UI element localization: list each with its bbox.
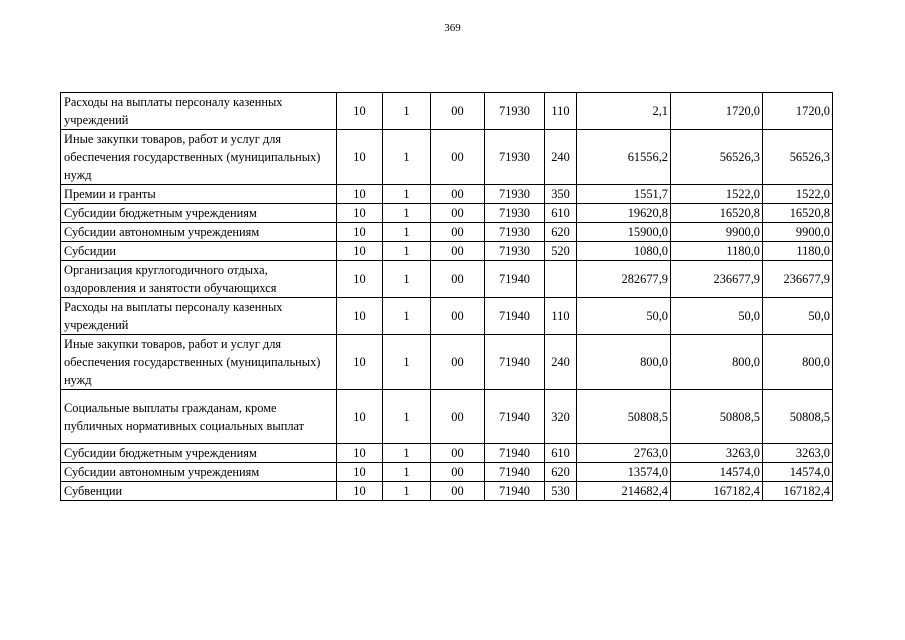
row-name: Иные закупки товаров, работ и услуг для обеспечения государственных (муниципальных) нужд	[61, 335, 337, 390]
row-expense-type: 350	[545, 185, 577, 204]
row-section: 10	[337, 223, 383, 242]
row-name: Организация круглогодичного отдыха, оздоровления и занятости обучающихся	[61, 261, 337, 298]
row-section: 10	[337, 335, 383, 390]
row-amount-1: 282677,9	[577, 261, 671, 298]
row-target-code: 71940	[485, 463, 545, 482]
row-amount-3: 167182,4	[763, 482, 833, 501]
row-subsection: 1	[383, 261, 431, 298]
row-expense-type: 110	[545, 93, 577, 130]
row-program: 00	[431, 93, 485, 130]
row-target-code: 71930	[485, 204, 545, 223]
row-subsection: 1	[383, 298, 431, 335]
row-amount-2: 14574,0	[671, 463, 763, 482]
row-amount-3: 1522,0	[763, 185, 833, 204]
row-amount-3: 56526,3	[763, 130, 833, 185]
table-row	[61, 130, 833, 185]
row-amount-3: 50808,5	[763, 390, 833, 444]
row-amount-2: 56526,3	[671, 130, 763, 185]
row-subsection: 1	[383, 444, 431, 463]
row-target-code: 71940	[485, 390, 545, 444]
row-name: Расходы на выплаты персоналу казенных учреждений	[61, 93, 337, 130]
row-amount-1: 214682,4	[577, 482, 671, 501]
row-target-code: 71940	[485, 261, 545, 298]
row-amount-3: 9900,0	[763, 223, 833, 242]
row-amount-2: 1720,0	[671, 93, 763, 130]
budget-table	[60, 92, 833, 501]
row-subsection: 1	[383, 242, 431, 261]
row-expense-type: 610	[545, 444, 577, 463]
row-amount-1: 1551,7	[577, 185, 671, 204]
table-row	[61, 204, 833, 223]
row-section: 10	[337, 261, 383, 298]
table-row	[61, 93, 833, 130]
table-row	[61, 335, 833, 390]
row-program: 00	[431, 482, 485, 501]
row-target-code: 71940	[485, 444, 545, 463]
row-amount-3: 1180,0	[763, 242, 833, 261]
row-name: Расходы на выплаты персоналу казенных учреждений	[61, 298, 337, 335]
row-target-code: 71930	[485, 242, 545, 261]
row-amount-2: 1180,0	[671, 242, 763, 261]
row-section: 10	[337, 463, 383, 482]
row-amount-3: 3263,0	[763, 444, 833, 463]
row-subsection: 1	[383, 93, 431, 130]
row-program: 00	[431, 390, 485, 444]
row-amount-1: 15900,0	[577, 223, 671, 242]
row-amount-3: 800,0	[763, 335, 833, 390]
row-subsection: 1	[383, 390, 431, 444]
row-amount-1: 50,0	[577, 298, 671, 335]
row-amount-2: 50808,5	[671, 390, 763, 444]
row-expense-type: 620	[545, 223, 577, 242]
row-program: 00	[431, 261, 485, 298]
row-amount-2: 50,0	[671, 298, 763, 335]
row-name: Социальные выплаты гражданам, кроме публичных нормативных социальных выплат	[61, 390, 337, 444]
row-program: 00	[431, 204, 485, 223]
row-name: Субвенции	[61, 482, 337, 501]
row-expense-type: 240	[545, 335, 577, 390]
row-section: 10	[337, 444, 383, 463]
row-amount-2: 1522,0	[671, 185, 763, 204]
row-target-code: 71930	[485, 130, 545, 185]
row-section: 10	[337, 482, 383, 501]
row-amount-2: 800,0	[671, 335, 763, 390]
row-target-code: 71940	[485, 335, 545, 390]
table-row	[61, 298, 833, 335]
row-target-code: 71930	[485, 93, 545, 130]
row-program: 00	[431, 335, 485, 390]
row-name: Субсидии бюджетным учреждениям	[61, 444, 337, 463]
row-expense-type: 620	[545, 463, 577, 482]
row-name: Иные закупки товаров, работ и услуг для обеспечения государственных (муниципальных) нужд	[61, 130, 337, 185]
page-number: 369	[444, 22, 461, 34]
row-amount-3: 16520,8	[763, 204, 833, 223]
row-expense-type: 610	[545, 204, 577, 223]
row-amount-2: 9900,0	[671, 223, 763, 242]
table-body	[61, 93, 833, 501]
row-amount-1: 1080,0	[577, 242, 671, 261]
row-name: Субсидии автономным учреждениям	[61, 223, 337, 242]
row-program: 00	[431, 130, 485, 185]
row-amount-1: 50808,5	[577, 390, 671, 444]
row-subsection: 1	[383, 223, 431, 242]
row-amount-1: 61556,2	[577, 130, 671, 185]
row-program: 00	[431, 298, 485, 335]
row-subsection: 1	[383, 463, 431, 482]
row-section: 10	[337, 93, 383, 130]
row-subsection: 1	[383, 130, 431, 185]
row-expense-type: 240	[545, 130, 577, 185]
row-expense-type: 320	[545, 390, 577, 444]
table-row	[61, 242, 833, 261]
row-subsection: 1	[383, 335, 431, 390]
table-row	[61, 185, 833, 204]
table-row	[61, 463, 833, 482]
table-row	[61, 261, 833, 298]
row-section: 10	[337, 298, 383, 335]
row-program: 00	[431, 223, 485, 242]
row-program: 00	[431, 444, 485, 463]
row-expense-type	[545, 261, 577, 298]
row-name: Субсидии	[61, 242, 337, 261]
row-amount-1: 19620,8	[577, 204, 671, 223]
row-amount-2: 167182,4	[671, 482, 763, 501]
row-expense-type: 110	[545, 298, 577, 335]
row-amount-1: 2,1	[577, 93, 671, 130]
row-subsection: 1	[383, 482, 431, 501]
row-expense-type: 530	[545, 482, 577, 501]
table-row	[61, 223, 833, 242]
row-program: 00	[431, 463, 485, 482]
row-amount-2: 3263,0	[671, 444, 763, 463]
row-target-code: 71930	[485, 185, 545, 204]
row-amount-3: 50,0	[763, 298, 833, 335]
row-amount-3: 236677,9	[763, 261, 833, 298]
row-expense-type: 520	[545, 242, 577, 261]
row-amount-3: 1720,0	[763, 93, 833, 130]
row-name: Премии и гранты	[61, 185, 337, 204]
row-name: Субсидии автономным учреждениям	[61, 463, 337, 482]
row-target-code: 71930	[485, 223, 545, 242]
row-subsection: 1	[383, 185, 431, 204]
row-section: 10	[337, 242, 383, 261]
table-row	[61, 444, 833, 463]
row-amount-1: 13574,0	[577, 463, 671, 482]
row-target-code: 71940	[485, 482, 545, 501]
row-amount-2: 16520,8	[671, 204, 763, 223]
row-section: 10	[337, 390, 383, 444]
row-amount-2: 236677,9	[671, 261, 763, 298]
row-target-code: 71940	[485, 298, 545, 335]
row-amount-1: 800,0	[577, 335, 671, 390]
row-subsection: 1	[383, 204, 431, 223]
row-section: 10	[337, 204, 383, 223]
row-amount-3: 14574,0	[763, 463, 833, 482]
table-row	[61, 482, 833, 501]
row-program: 00	[431, 242, 485, 261]
row-section: 10	[337, 185, 383, 204]
row-section: 10	[337, 130, 383, 185]
row-program: 00	[431, 185, 485, 204]
row-amount-1: 2763,0	[577, 444, 671, 463]
row-name: Субсидии бюджетным учреждениям	[61, 204, 337, 223]
table-row	[61, 390, 833, 444]
